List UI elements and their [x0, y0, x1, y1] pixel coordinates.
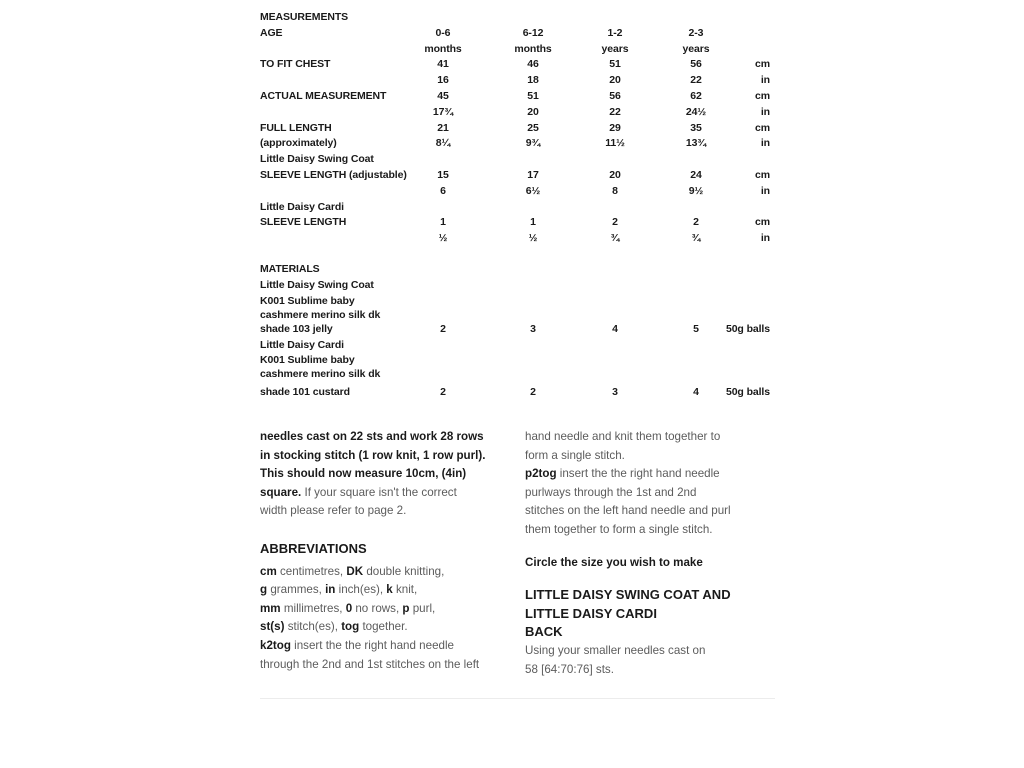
- tension-square-label: square.: [260, 485, 302, 499]
- yarn-name: K001 Sublime baby: [260, 354, 355, 367]
- abbreviation-term: k2tog: [260, 638, 291, 652]
- yarn-name: cashmere merino silk dk: [260, 308, 381, 321]
- full-length-sublabel: (approximately): [260, 137, 337, 150]
- right-column: [525, 428, 775, 679]
- table-cell: 29: [609, 121, 621, 134]
- p2tog-text: insert the the right hand needle: [556, 467, 720, 481]
- table-cell: 51: [609, 58, 621, 71]
- p2tog-definition: [525, 465, 775, 484]
- materials-heading: MATERIALS: [260, 263, 320, 276]
- unit-label: in: [760, 105, 770, 118]
- unit-label: in: [760, 137, 770, 150]
- tension-text: This should now measure 10cm, (4in): [260, 467, 467, 481]
- cardi-shade: shade 101 custard: [260, 386, 350, 399]
- table-cell: 3: [612, 386, 618, 399]
- age-unit: months: [514, 42, 552, 55]
- actual-measurement-label: ACTUAL MEASUREMENT: [260, 89, 387, 102]
- yarn-name: K001 Sublime baby: [260, 294, 355, 307]
- unit-label: in: [760, 232, 770, 245]
- age-unit: years: [601, 42, 629, 55]
- abbreviation-term: g: [260, 583, 268, 597]
- abbreviation-definition: together.: [359, 620, 408, 634]
- unit-label: cm: [755, 216, 770, 229]
- unit-label: cm: [755, 89, 770, 102]
- table-cell: 2: [440, 386, 446, 399]
- abbreviation-definition: no rows,: [352, 601, 403, 615]
- tension-note: If your square isn't the correct: [301, 485, 457, 499]
- tension-note: width please refer to page 2.: [260, 504, 407, 518]
- abbreviations-list: [260, 563, 518, 675]
- table-cell: 56: [609, 89, 621, 102]
- table-cell: 25: [527, 121, 539, 134]
- abbreviation-term: DK: [346, 564, 364, 578]
- table-cell: 2: [693, 216, 699, 229]
- tension-text: in stocking stitch (1 row knit, 1 row purl).: [260, 448, 486, 462]
- pattern-title: LITTLE DAISY SWING COAT AND: [525, 587, 731, 603]
- abbreviation-term: st(s): [260, 620, 285, 634]
- age-unit: months: [424, 42, 462, 55]
- abbreviation-term: k: [386, 583, 393, 597]
- table-cell: 21: [437, 121, 449, 134]
- table-cell: 17¾: [432, 105, 454, 118]
- table-cell: 16: [437, 74, 449, 87]
- age-value: 1-2: [607, 26, 623, 39]
- table-cell: 20: [609, 168, 621, 181]
- table-cell: 2: [530, 386, 536, 399]
- table-cell: 13¾: [685, 137, 707, 150]
- abbreviation-definition: grammes,: [267, 583, 326, 597]
- table-cell: 4: [612, 322, 618, 335]
- materials-cardi-label: Little Daisy Cardi: [260, 338, 344, 351]
- age-value: 2-3: [688, 26, 704, 39]
- cardi-sleeve-label: SLEEVE LENGTH: [260, 216, 347, 229]
- table-cell: 9¾: [525, 137, 541, 150]
- table-cell: 22: [690, 74, 702, 87]
- unit-label: cm: [755, 121, 770, 134]
- table-cell: 24: [690, 168, 702, 181]
- coat-label: Little Daisy Swing Coat: [260, 153, 374, 166]
- cardi-label: Little Daisy Cardi: [260, 200, 344, 213]
- table-cell: 8: [612, 184, 618, 197]
- abbreviation-definition: stitch(es),: [284, 620, 342, 634]
- abbreviation-line: [260, 618, 518, 637]
- back-instruction: 58 [64:70:76] sts.: [525, 662, 614, 676]
- coat-shade: shade 103 jelly: [260, 322, 333, 335]
- back-instruction: Using your smaller needles cast on: [525, 643, 706, 657]
- unit-label: 50g balls: [725, 322, 770, 335]
- abbreviation-term: mm: [260, 601, 281, 615]
- table-cell: 4: [693, 386, 699, 399]
- tension-text: needles cast on 22 sts and work 28 rows: [260, 430, 484, 443]
- full-length-label: FULL LENGTH: [260, 121, 332, 134]
- abbreviation-term: p: [402, 601, 410, 615]
- abbreviation-line: [260, 637, 518, 656]
- abbreviation-line: [260, 600, 518, 619]
- k2tog-continued: hand needle and knit them together to: [525, 430, 721, 443]
- pattern-title: LITTLE DAISY CARDI: [525, 605, 657, 621]
- abbreviation-term: tog: [341, 620, 360, 634]
- age-value: 6-12: [522, 26, 544, 39]
- abbreviation-line: [260, 581, 518, 600]
- abbreviation-term: in: [325, 583, 336, 597]
- table-cell: 1: [440, 216, 446, 229]
- abbreviation-definition: centimetres,: [276, 564, 347, 578]
- table-cell: 51: [527, 89, 539, 102]
- divider-line: [260, 698, 775, 699]
- table-cell: 35: [690, 121, 702, 134]
- abbreviation-term: cm: [260, 564, 277, 578]
- measurements-heading: MEASUREMENTS: [260, 11, 349, 23]
- table-cell: 2: [612, 216, 618, 229]
- age-label: AGE: [260, 26, 283, 39]
- tension-text: [260, 484, 518, 503]
- table-cell: 45: [437, 89, 449, 102]
- table-cell: 15: [437, 168, 449, 181]
- p2tog-text: purlways through the 1st and 2nd: [525, 485, 697, 499]
- abbreviation-term: 0: [345, 601, 353, 615]
- table-cell: 6½: [525, 184, 541, 197]
- table-cell: 20: [609, 74, 621, 87]
- table-cell: 6: [440, 184, 446, 197]
- table-cell: ½: [438, 232, 448, 245]
- left-column: [260, 428, 518, 674]
- table-cell: 8¼: [435, 137, 451, 150]
- p2tog-label: p2tog: [525, 467, 557, 481]
- abbreviation-definition: purl,: [409, 601, 436, 615]
- abbreviation-definition: inch(es),: [335, 583, 387, 597]
- p2tog-text: them together to form a single stitch.: [525, 522, 713, 536]
- abbreviation-definition: knit,: [392, 583, 418, 597]
- table-cell: 46: [527, 58, 539, 71]
- back-heading: BACK: [525, 624, 563, 640]
- table-cell: 1: [530, 216, 536, 229]
- yarn-name: cashmere merino silk dk: [260, 368, 381, 381]
- abbreviations-heading: ABBREVIATIONS: [260, 540, 367, 556]
- k2tog-continued: form a single stitch.: [525, 448, 625, 462]
- table-cell: 18: [527, 74, 539, 87]
- age-value: 0-6: [435, 26, 451, 39]
- table-cell: 20: [527, 105, 539, 118]
- table-cell: 9½: [688, 184, 704, 197]
- table-cell: 2: [440, 322, 446, 335]
- abbreviation-definition: millimetres,: [280, 601, 346, 615]
- coat-sleeve-label: SLEEVE LENGTH (adjustable): [260, 168, 407, 181]
- table-cell: 24½: [685, 105, 707, 118]
- table-cell: ¾: [610, 232, 620, 245]
- p2tog-text: stitches on the left hand needle and purl: [525, 504, 731, 518]
- table-cell: 62: [690, 89, 702, 102]
- chest-label: TO FIT CHEST: [260, 58, 331, 71]
- materials-coat-label: Little Daisy Swing Coat: [260, 278, 374, 291]
- table-cell: 11½: [605, 137, 625, 150]
- table-cell: 22: [609, 105, 621, 118]
- table-cell: 3: [530, 322, 536, 335]
- table-cell: 41: [437, 58, 449, 71]
- age-unit: years: [682, 42, 710, 55]
- abbreviation-line: [260, 656, 518, 675]
- table-cell: 17: [527, 168, 539, 181]
- unit-label: in: [760, 74, 770, 87]
- abbreviation-definition: through the 2nd and 1st stitches on the left: [260, 657, 480, 671]
- table-cell: 5: [693, 322, 699, 335]
- circle-size-instruction: Circle the size you wish to make: [525, 555, 703, 569]
- abbreviation-definition: insert the the right hand needle: [290, 638, 454, 652]
- unit-label: in: [760, 184, 770, 197]
- unit-label: cm: [755, 168, 770, 181]
- unit-label: cm: [755, 58, 770, 71]
- table-cell: 56: [690, 58, 702, 71]
- unit-label: 50g balls: [725, 386, 770, 399]
- abbreviation-line: [260, 563, 518, 582]
- table-cell: ½: [528, 232, 538, 245]
- abbreviation-definition: double knitting,: [363, 564, 445, 578]
- table-cell: ¾: [691, 232, 701, 245]
